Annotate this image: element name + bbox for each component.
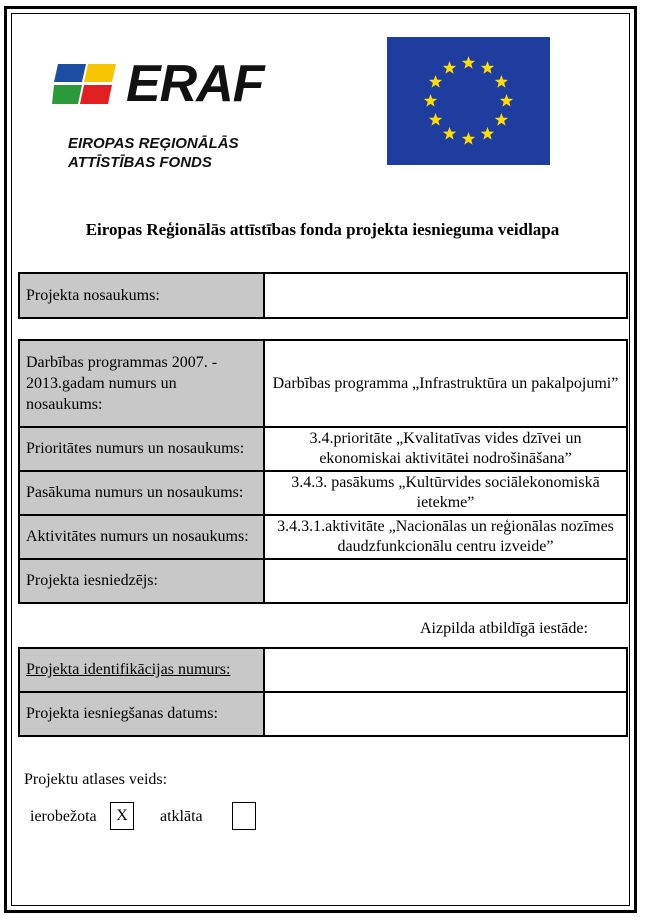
selection-type-label: Projektu atlases veids: [24, 771, 168, 788]
submission-date-label: Projekta iesniegšanas datums: [19, 692, 264, 736]
option-restricted-checkbox[interactable]: X [110, 802, 134, 830]
program-value: Darbības programma „Infrastruktūra un pakalpojumi” [264, 340, 627, 427]
project-name-field[interactable] [264, 273, 627, 318]
authority-fill-note: Aizpilda atbildīgā iestāde: [420, 620, 588, 637]
applicant-label: Projekta iesniedzējs: [19, 559, 264, 603]
table-row [19, 427, 627, 471]
option-restricted-label: ierobežota [30, 808, 97, 825]
eraf-subtitle-line1: EIROPAS REĢIONĀLĀS [68, 135, 239, 152]
program-label: Darbības programmas 2007. - 2013.gadam numurs un nosaukums: [19, 340, 264, 427]
submission-date-field[interactable] [264, 692, 627, 736]
eraf-subtitle [68, 134, 239, 172]
eraf-subtitle-line2: ATTĪSTĪBAS FONDS [68, 154, 212, 171]
priority-label: Prioritātes numurs un nosaukums: [19, 427, 264, 471]
eu-flag-icon [387, 37, 550, 165]
table-row [19, 515, 627, 559]
activity-label: Aktivitātes numurs un nosaukums: [19, 515, 264, 559]
eraf-logo [52, 55, 282, 178]
project-name-table [18, 272, 628, 319]
table-row [19, 340, 627, 427]
project-name-label: Projekta nosaukums: [19, 273, 264, 318]
table-row [19, 648, 627, 692]
project-id-field[interactable] [264, 648, 627, 692]
program-table [18, 339, 628, 604]
activity-value: 3.4.3.1.aktivitāte „Nacionālas un reģionālas nozīmes daudzfunkcionālu centru izveide” [264, 515, 627, 559]
project-name-row [19, 273, 627, 318]
priority-value: 3.4.prioritāte „Kvalitatīvas vides dzīvei un ekonomiskai aktivitātei nodrošināšana” [264, 427, 627, 471]
eraf-wordmark: ERAF [126, 55, 264, 113]
option-open-label: atklāta [160, 808, 203, 825]
measure-label: Pasākuma numurs un nosaukums: [19, 471, 264, 515]
table-row [19, 471, 627, 515]
option-open-checkbox[interactable] [232, 802, 256, 830]
measure-value: 3.4.3. pasākums „Kultūrvides sociālekonomiskā ietekme” [264, 471, 627, 515]
eraf-logo-mark-icon [52, 60, 122, 110]
table-row [19, 559, 627, 603]
authority-table [18, 647, 628, 737]
project-id-label: Projekta identifikācijas numurs: [19, 648, 264, 692]
table-row [19, 692, 627, 736]
form-title: Eiropas Reģionālās attīstības fonda projekta iesnieguma veidlapa [85, 220, 560, 239]
applicant-field[interactable] [264, 559, 627, 603]
